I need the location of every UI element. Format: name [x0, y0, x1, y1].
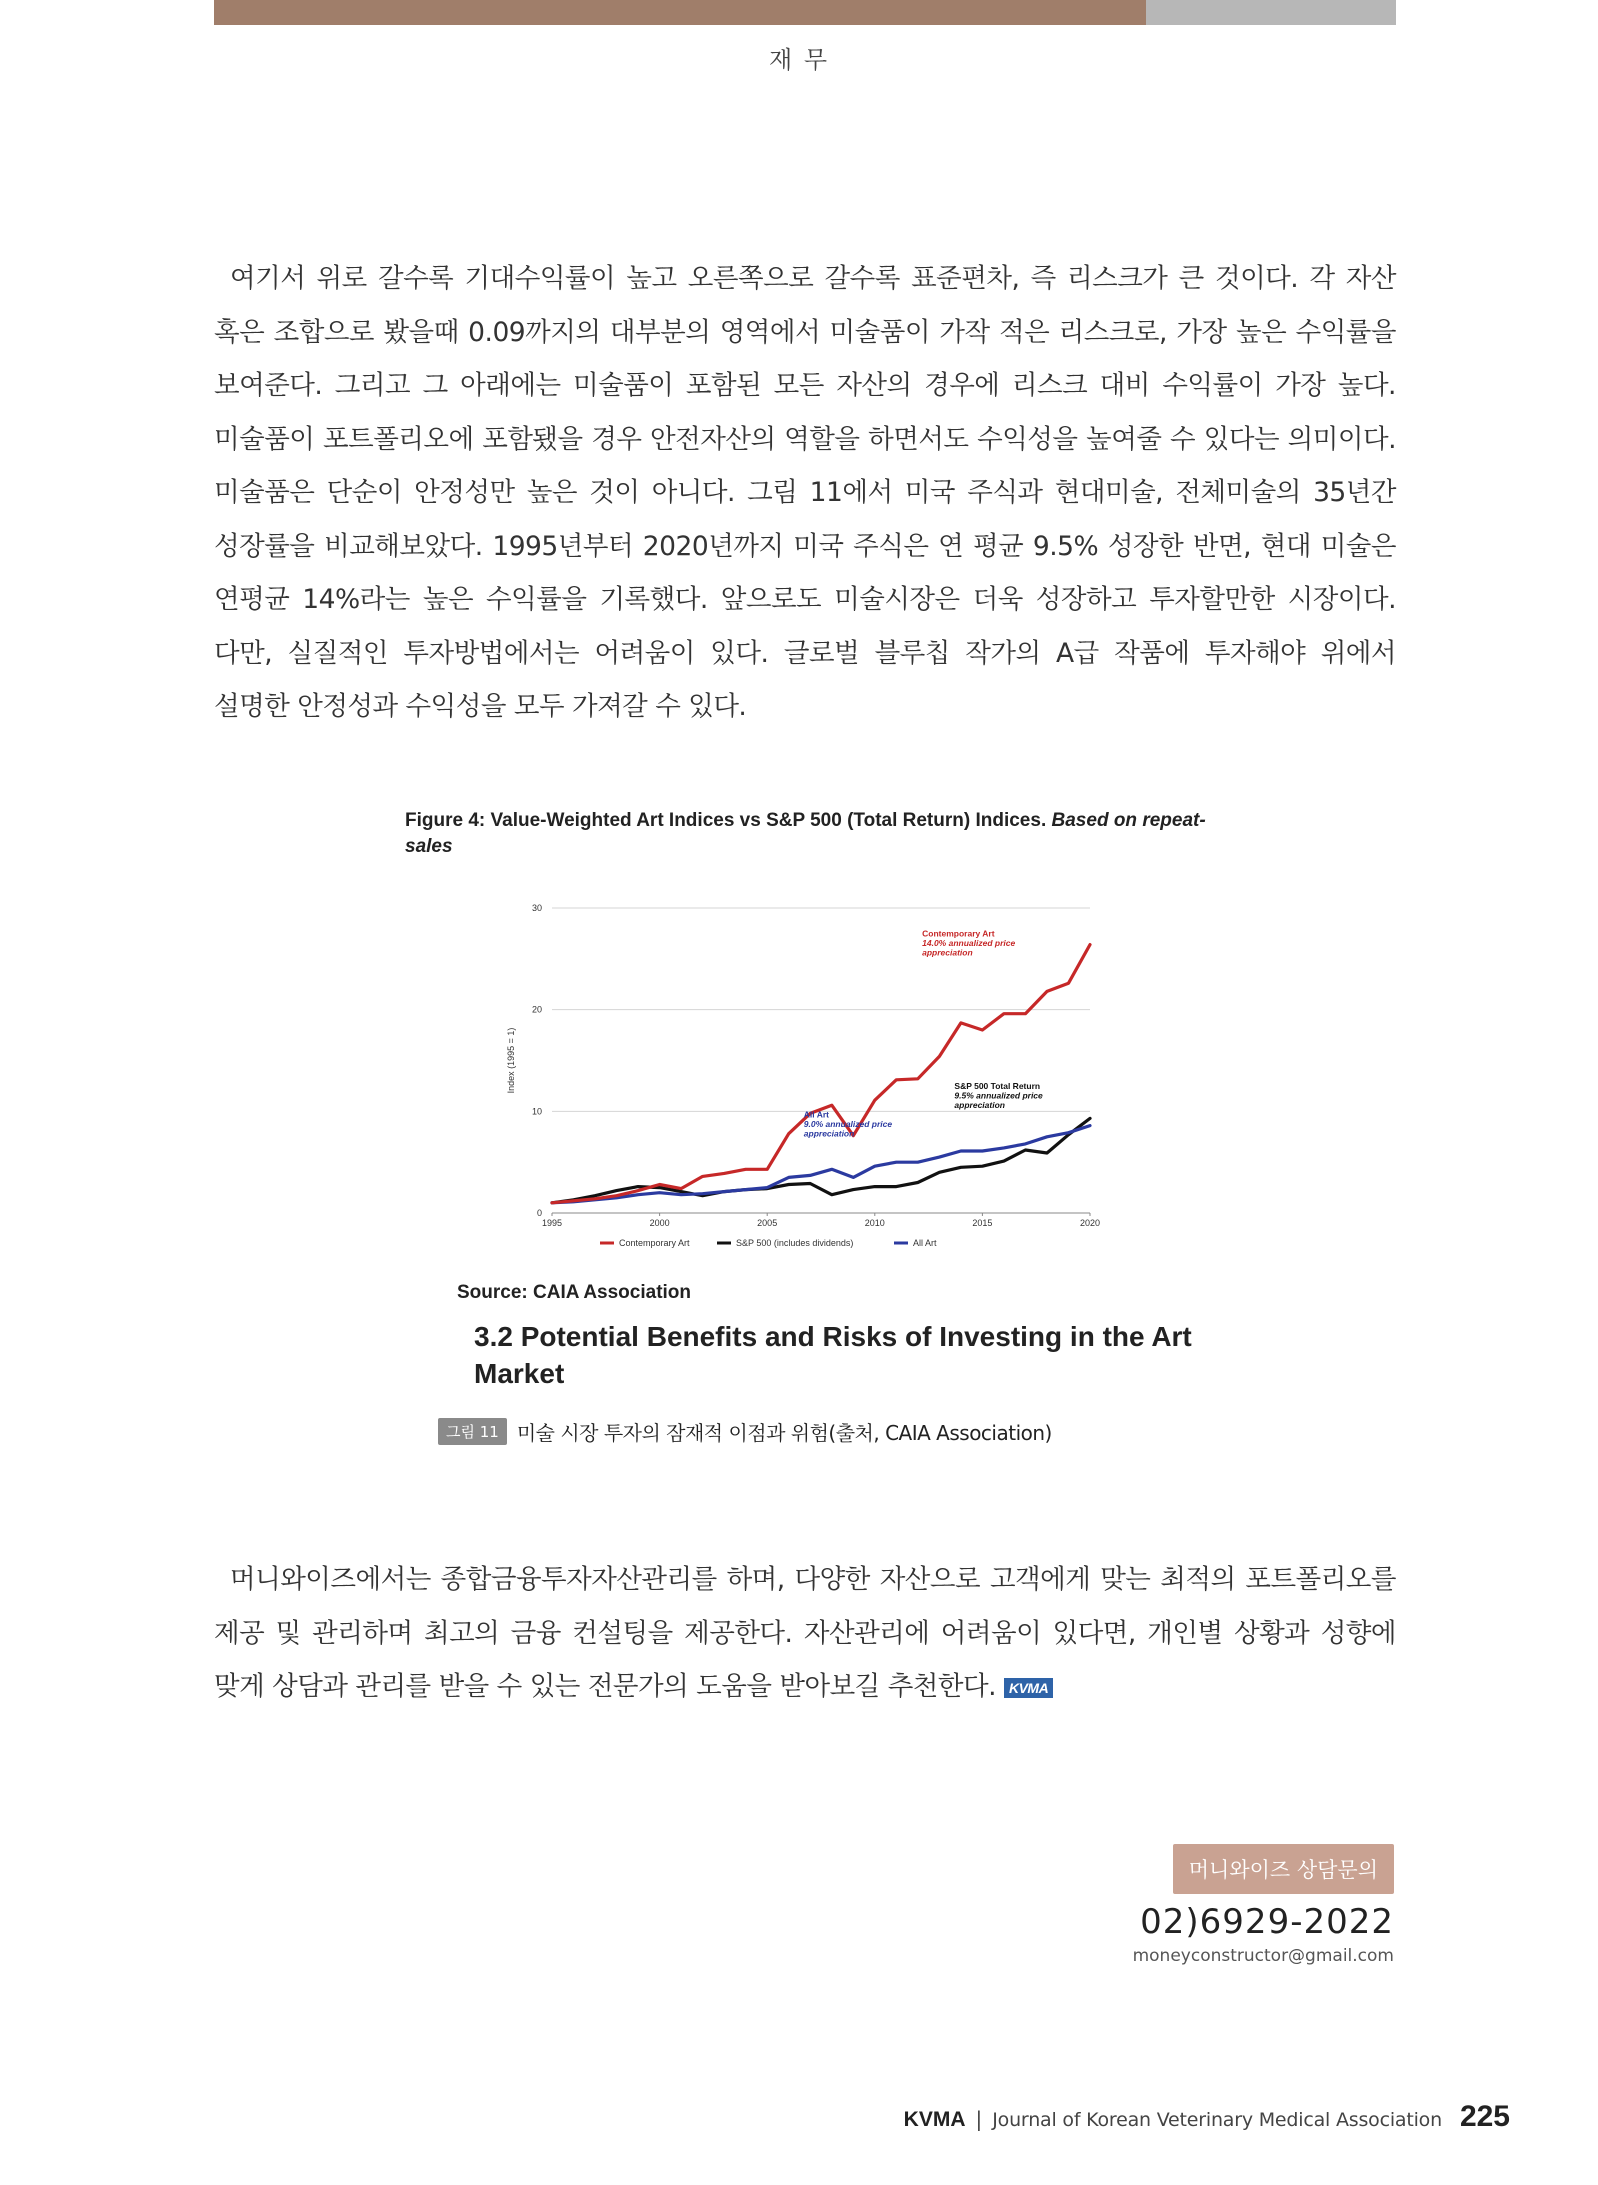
caption-tag: 그림 11: [438, 1418, 507, 1445]
figure-caption: [438, 1417, 1052, 1446]
y-axis-label: Index (1995 = 1): [506, 1027, 516, 1094]
annotation-1-line-1: 9.5% annualized price: [954, 1090, 1043, 1101]
kvma-end-mark: KVMA: [1004, 1678, 1053, 1698]
contact-label-badge: 머니와이즈 상담문의: [1173, 1844, 1394, 1894]
annotation-2-line-2: appreciation: [803, 1128, 855, 1139]
contact-phone: 02)6929-2022: [1140, 1902, 1394, 1942]
x-tick-label-2005: 2005: [757, 1218, 778, 1228]
contact-block: [1133, 1844, 1394, 1966]
x-tick-label-2015: 2015: [972, 1218, 993, 1228]
y-tick-label-20: 20: [531, 1004, 542, 1015]
y-tick-label-0: 0: [536, 1208, 542, 1218]
header-color-bar: [214, 0, 1396, 25]
figure-block: [405, 808, 1235, 860]
annotation-1-line-0: S&P 500 Total Return: [954, 1080, 1041, 1091]
annotation-0-line-1: 14.0% annualized price: [922, 937, 1016, 948]
series-line-contemporary-art: [552, 945, 1090, 1203]
figure-title-italic: Based on repeat-sales: [405, 810, 1206, 857]
legend-label-1: S&P 500 (includes dividends): [736, 1238, 854, 1248]
contact-email: moneyconstructor@gmail.com: [1132, 1946, 1394, 1966]
x-tick-label-2010: 2010: [864, 1218, 885, 1228]
header-bar-brown: [214, 0, 1146, 25]
annotation-0-line-0: Contemporary Art: [922, 928, 995, 939]
paragraph-1-text: 여기서 위로 갈수록 기대수익률이 높고 오른쪽으로 갈수록 표준편차, 즉 리스크가 큰 것이다. 각 자산 혹은 조합으로 봤을때 0.09까지의 대부분의 영역에서 미술품이 가작 적은 리스크로, 가장 높은 수익률을 보여준다. 그리고 그 아래에는 미술품이 포함된 모든 자산의 경우에 리스크 대비 수익률이 가장 높다. 미술품이 포트폴리오에 포함됐을 경우 안전자산의 역할을 하면서도 수익성을 높여줄 수 있다는 의미이다. 미술품은 단순이 안정성만 높은 것이 아니다. 그림 11에서 미국 주식과 현대미술, 전체미술의 35년간 성장률을 비교해보았다. 1995년부터 2020년까지 미국 주식은 연 평균 9.5% 성장한 반면, 현대 미술은 연평균 14%라는 높은 수익률을 기록했다. 앞으로도 미술시장은 더욱 성장하고 투자할만한 시장이다. 다만, 실질적인 투자방법에서는 어려움이 있다. 글로벌 블루칩 작가의 A급 작품에 투자해야 위에서 설명한 안정성과 수익성을 모두 가져갈 수 있다.: [214, 263, 1396, 722]
footer-journal-name: Journal of Korean Veterinary Medical Association: [992, 2109, 1442, 2131]
caption-text: 미술 시장 투자의 잠재적 이점과 위험(출처, CAIA Association): [516, 1421, 1052, 1445]
x-tick-label-1995: 1995: [541, 1218, 563, 1228]
header-bar-grey: [1146, 0, 1396, 25]
y-tick-label-30: 30: [531, 903, 542, 913]
art-index-chart: [480, 880, 1120, 1270]
page-number: 225: [1459, 2100, 1510, 2133]
x-tick-label-2000: 2000: [649, 1218, 670, 1228]
paragraph-2-text: 머니와이즈에서는 종합금융투자자산관리를 하며, 다양한 자산으로 고객에게 맞는 최적의 포트폴리오를 제공 및 관리하며 최고의 금융 컨설팅을 제공한다. 자산관리에 어려움이 있다면, 개인별 상황과 성향에 맞게 상담과 관리를 받을 수 있는 전문가의 도움을 받아보길 추천한다.: [214, 1564, 1396, 1702]
footer-brand: KVMA: [903, 2108, 966, 2131]
footer-separator: |: [975, 2107, 983, 2131]
legend-label-0: Contemporary Art: [619, 1238, 690, 1248]
annotation-2-line-1: 9.0% annualized price: [803, 1118, 893, 1129]
figure-source: Source: CAIA Association: [457, 1282, 692, 1303]
figure-title-main: Figure 4: Value-Weighted Art Indices vs S&P 500 (Total Return) Indices.: [405, 810, 1052, 831]
figure-heading: 3.2 Potential Benefits and Risks of Investing in the Art Market: [474, 1321, 1192, 1389]
legend-label-2: All Art: [913, 1238, 937, 1248]
figure-title: [405, 808, 1225, 860]
body-paragraph-1: [214, 252, 1396, 734]
x-tick-label-2020: 2020: [1079, 1218, 1101, 1228]
section-label: 재 무: [769, 46, 829, 74]
body-paragraph-2: [214, 1553, 1396, 1714]
y-tick-label-10: 10: [531, 1106, 542, 1117]
annotation-2-line-0: All Art: [803, 1109, 829, 1120]
page-footer: [904, 2100, 1510, 2134]
annotation-1-line-2: appreciation: [954, 1099, 1005, 1110]
annotation-0-line-2: appreciation: [922, 947, 973, 958]
